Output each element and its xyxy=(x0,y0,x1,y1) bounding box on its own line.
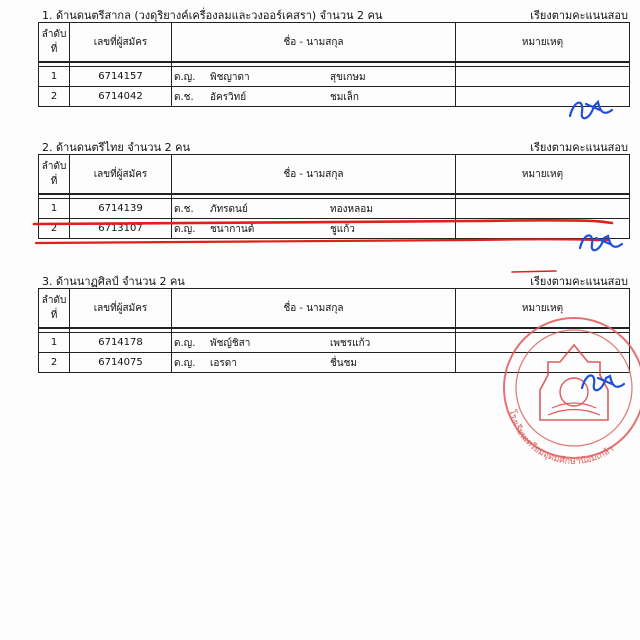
results-table xyxy=(38,288,630,373)
name-prefix: ด.ญ. xyxy=(174,338,196,349)
sort-label: เรียงตามคะแนนสอบ xyxy=(530,9,628,22)
table-row xyxy=(39,87,630,107)
row-id: 6714075 xyxy=(70,353,172,373)
results-table xyxy=(38,154,630,239)
table-header-row xyxy=(39,155,630,195)
sort-label: เรียงตามคะแนนสอบ xyxy=(530,141,628,154)
sort-label: เรียงตามคะแนนสอบ xyxy=(530,275,628,288)
table-row xyxy=(39,333,630,353)
row-no: 1 xyxy=(39,67,70,87)
header-no: ลำดับ ที่ xyxy=(39,289,70,329)
first-name: พัชญ์ชิสา xyxy=(210,338,251,349)
row-note xyxy=(456,333,630,353)
table-row xyxy=(39,67,630,87)
row-name xyxy=(172,67,456,87)
name-prefix: ด.ญ. xyxy=(174,224,196,235)
row-id: 6714139 xyxy=(70,199,172,219)
header-note: หมายเหตุ xyxy=(456,289,630,329)
row-id: 6714157 xyxy=(70,67,172,87)
row-no: 2 xyxy=(39,219,70,239)
last-name: เพชรแก้ว xyxy=(330,338,371,349)
section-header xyxy=(38,136,628,154)
name-prefix: ด.ญ. xyxy=(174,358,196,369)
last-name: ชูแก้ว xyxy=(330,224,355,235)
header-note: หมายเหตุ xyxy=(456,23,630,63)
header-no: ลำดับ ที่ xyxy=(39,155,70,195)
row-name xyxy=(172,199,456,219)
header-id: เลขที่ผู้สมัคร xyxy=(70,289,172,329)
row-note xyxy=(456,87,630,107)
last-name: ชมเล็ก xyxy=(330,92,359,103)
row-name xyxy=(172,333,456,353)
first-name: เอรดา xyxy=(210,358,237,369)
table-header-row xyxy=(39,23,630,63)
results-table xyxy=(38,22,630,107)
row-note xyxy=(456,67,630,87)
row-no: 1 xyxy=(39,199,70,219)
name-prefix: ด.ญ. xyxy=(174,72,196,83)
table-row xyxy=(39,353,630,373)
table-row xyxy=(39,219,630,239)
row-note xyxy=(456,219,630,239)
row-note xyxy=(456,199,630,219)
first-name: ชนากานต์ xyxy=(210,224,255,235)
seal-text: โรงเรียนเตรียมอุดมศึกษาน้อมเกล้า xyxy=(506,408,617,468)
header-name: ชื่อ - นามสกุล xyxy=(172,289,456,329)
section-header xyxy=(38,4,628,22)
row-id: 6714178 xyxy=(70,333,172,353)
red-strike-bottom xyxy=(36,239,608,243)
row-no: 2 xyxy=(39,87,70,107)
row-name xyxy=(172,87,456,107)
first-name: อัครวิทย์ xyxy=(210,92,247,103)
first-name: ภัทรดนย์ xyxy=(210,204,248,215)
section-1 xyxy=(38,4,628,107)
name-prefix: ด.ช. xyxy=(174,204,194,215)
header-name: ชื่อ - นามสกุล xyxy=(172,155,456,195)
row-note xyxy=(456,353,630,373)
row-name xyxy=(172,219,456,239)
row-name xyxy=(172,353,456,373)
name-prefix: ด.ช. xyxy=(174,92,194,103)
row-no: 2 xyxy=(39,353,70,373)
section-header xyxy=(38,270,628,288)
header-note: หมายเหตุ xyxy=(456,155,630,195)
header-id: เลขที่ผู้สมัคร xyxy=(70,23,172,63)
table-header-row xyxy=(39,289,630,329)
row-id: 6714042 xyxy=(70,87,172,107)
row-id: 6713107 xyxy=(70,219,172,239)
header-no: ลำดับ ที่ xyxy=(39,23,70,63)
section-title: 2. ด้านดนตรีไทย จำนวน 2 คน xyxy=(42,141,190,154)
row-no: 1 xyxy=(39,333,70,353)
header-id: เลขที่ผู้สมัคร xyxy=(70,155,172,195)
first-name: พิชญาดา xyxy=(210,72,250,83)
last-name: สุขเกษม xyxy=(330,72,366,83)
header-name: ชื่อ - นามสกุล xyxy=(172,23,456,63)
section-2 xyxy=(38,136,628,239)
section-title: 3. ด้านนาฏศิลป์ จำนวน 2 คน xyxy=(42,275,185,288)
signature-3-icon xyxy=(582,375,624,390)
table-row xyxy=(39,199,630,219)
last-name: ทองหลอม xyxy=(330,204,373,215)
section-3 xyxy=(38,270,628,373)
section-title: 1. ด้านดนตรีสากล (วงดุริยางค์เครื่องลมและวงออร์เคสรา) จำนวน 2 คน xyxy=(42,9,383,22)
last-name: ชื่นชม xyxy=(330,358,358,369)
